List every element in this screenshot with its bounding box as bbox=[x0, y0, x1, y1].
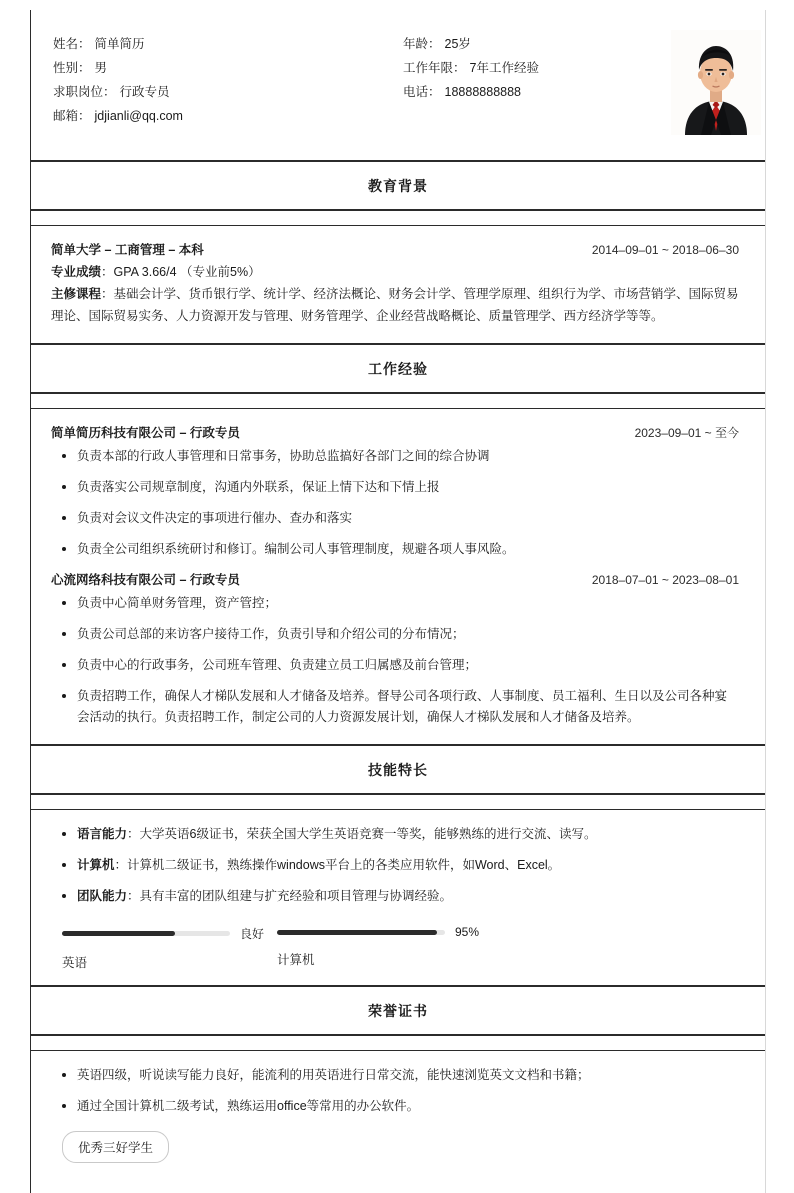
education-body bbox=[31, 226, 765, 343]
skills-body bbox=[31, 810, 765, 985]
header-right-column bbox=[403, 32, 653, 128]
education-entry bbox=[51, 238, 739, 327]
skill-bar-group bbox=[51, 925, 739, 971]
education-courses-separator: ： bbox=[101, 287, 114, 301]
list-item bbox=[51, 855, 739, 876]
education-date-range: 2014–09–01 ~ 2018–06–30 bbox=[591, 243, 739, 257]
skill-text: 大学英语6级证书，荣获全国大学生英语竞赛一等奖，能够熟练的进行交流、读写。 bbox=[139, 827, 597, 841]
honors-body bbox=[31, 1051, 765, 1193]
skill-bar-row bbox=[277, 925, 492, 939]
field-email-value: jdjianli@qq.com bbox=[94, 109, 183, 123]
field-email-separator: ： bbox=[78, 109, 91, 123]
field-email-label: 邮箱 bbox=[53, 109, 79, 123]
honors-tail-spacer bbox=[51, 1163, 739, 1179]
list-item: 负责本部的行政人事管理和日常事务，协助总监搞好各部门之间的综合协调 bbox=[51, 446, 739, 467]
skill-separator: ： bbox=[114, 858, 128, 872]
progress-track bbox=[277, 930, 445, 935]
progress-value-label: 良好 bbox=[240, 927, 265, 941]
education-school: 简单大学 – 工商管理 – 本科 bbox=[51, 243, 204, 257]
education-courses-line bbox=[51, 283, 739, 327]
progress-track bbox=[62, 931, 230, 936]
skill-text: 计算机二级证书，熟练操作windows平台上的各类应用软件，如Word、Excel。 bbox=[127, 858, 561, 872]
work-entry bbox=[51, 568, 739, 728]
section-title-honors: 荣誉证书 bbox=[368, 1003, 428, 1019]
skill-bar-row bbox=[62, 925, 277, 942]
work-company: 简单简历科技有限公司 – 行政专员 bbox=[51, 426, 240, 440]
section-title-work: 工作经验 bbox=[368, 361, 428, 377]
status-badge: 优秀三好学生 bbox=[62, 1131, 169, 1163]
field-experience-separator: ： bbox=[453, 61, 466, 75]
field-experience-label: 工作年限 bbox=[403, 61, 454, 75]
work-entry-head bbox=[51, 421, 739, 444]
field-position bbox=[53, 80, 403, 104]
field-phone-separator: ： bbox=[428, 85, 441, 99]
header-fields bbox=[31, 32, 765, 128]
field-name-label: 姓名 bbox=[53, 37, 79, 51]
field-name-value: 简单简历 bbox=[94, 37, 145, 51]
progress-fill bbox=[62, 931, 175, 936]
list-item: 负责招聘工作，确保人才梯队发展和人才储备及培养。督导公司各项行政、人事制度、员工福利、生日以及公司各种宴会活动的执行。负责招聘工作，制定公司的人力资源发展计划，确保人才梯队发展和人才储备及培养。 bbox=[51, 686, 739, 728]
list-item: 负责落实公司规章制度，沟通内外联系，保证上情下达和下情上报 bbox=[51, 477, 739, 498]
work-date-range: 2018–07–01 ~ 2023–08–01 bbox=[591, 573, 739, 587]
skill-separator: ： bbox=[127, 889, 140, 903]
field-phone bbox=[403, 80, 653, 104]
list-item: 负责对会议文件决定的事项进行催办、查办和落实 bbox=[51, 508, 739, 529]
field-age-label: 年龄 bbox=[403, 37, 429, 51]
skills-spacer bbox=[31, 795, 765, 810]
education-gpa-line bbox=[51, 261, 739, 283]
education-spacer bbox=[31, 211, 765, 226]
education-gpa-separator: ： bbox=[101, 265, 114, 279]
work-bullet-list bbox=[51, 446, 739, 560]
work-bullet-list bbox=[51, 593, 739, 728]
skill-label: 计算机 bbox=[77, 858, 115, 872]
field-experience-value: 7年工作经验 bbox=[469, 61, 539, 75]
list-item: 英语四级，听说读写能力良好，能流利的用英语进行日常交流，能快速浏览英文文档和书籍； bbox=[51, 1065, 739, 1086]
skill-label: 语言能力 bbox=[77, 827, 128, 841]
honors-badge-group bbox=[51, 1131, 739, 1163]
field-age-value: 25岁 bbox=[444, 37, 471, 51]
work-date-range: 2023–09–01 ~ 至今 bbox=[634, 426, 739, 440]
skill-separator: ： bbox=[127, 827, 140, 841]
skill-text: 具有丰富的团队组建与扩充经验和项目管理与协调经验。 bbox=[139, 889, 453, 903]
field-position-label: 求职岗位 bbox=[53, 85, 104, 99]
education-courses-value: 基础会计学、货币银行学、统计学、经济法概论、财务会计学、管理学原理、组织行为学、市场营销学、国际贸易理论、国际贸易实务、人力资源开发与管理、财务管理学、企业经营战略概论、质量管理学、西方经济学等等。 bbox=[51, 287, 739, 323]
work-entry bbox=[51, 421, 739, 560]
skill-label: 团队能力 bbox=[77, 889, 128, 903]
field-gender-value: 男 bbox=[94, 61, 108, 75]
work-body bbox=[31, 409, 765, 744]
field-gender-separator: ： bbox=[78, 61, 91, 75]
list-item: 负责公司总部的来访客户接待工作，负责引导和介绍公司的分布情况； bbox=[51, 624, 739, 645]
list-item: 负责中心简单财务管理，资产管控； bbox=[51, 593, 739, 614]
field-gender bbox=[53, 56, 403, 80]
list-item bbox=[51, 824, 739, 845]
field-position-value: 行政专员 bbox=[119, 85, 170, 99]
field-email bbox=[53, 104, 403, 128]
work-entry-head bbox=[51, 568, 739, 591]
field-experience bbox=[403, 56, 653, 80]
list-item: 负责中心的行政事务，公司班车管理、负责建立员工归属感及前台管理； bbox=[51, 655, 739, 676]
field-phone-label: 电话 bbox=[403, 85, 429, 99]
resume-header bbox=[31, 10, 765, 160]
section-title-education: 教育背景 bbox=[368, 178, 428, 194]
progress-name-label: 英语 bbox=[62, 956, 88, 970]
field-position-separator: ： bbox=[103, 85, 116, 99]
education-entry-head bbox=[51, 238, 739, 261]
education-gpa-value: GPA 3.66/4 （专业前5%） bbox=[113, 265, 261, 279]
list-item: 负责全公司组织系统研讨和修订。编制公司人事管理制度，规避各项人事风险。 bbox=[51, 539, 739, 560]
work-company: 心流网络科技有限公司 – 行政专员 bbox=[51, 573, 240, 587]
education-gpa-label: 专业成绩 bbox=[51, 265, 102, 279]
portrait-photo-icon bbox=[671, 30, 761, 135]
honors-bullet-list bbox=[51, 1065, 739, 1117]
header-left-column bbox=[53, 32, 403, 128]
field-name bbox=[53, 32, 403, 56]
progress-value-label: 95% bbox=[455, 925, 480, 939]
progress-fill bbox=[277, 930, 437, 935]
field-name-separator: ： bbox=[78, 37, 91, 51]
field-gender-label: 性别 bbox=[53, 61, 79, 75]
progress-name-label: 计算机 bbox=[277, 953, 315, 967]
work-spacer bbox=[31, 394, 765, 409]
resume-sheet bbox=[30, 10, 766, 1193]
list-item bbox=[51, 886, 739, 907]
education-courses-label: 主修课程 bbox=[51, 287, 102, 301]
honors-spacer bbox=[31, 1036, 765, 1051]
field-age bbox=[403, 32, 653, 56]
section-title-skills: 技能特长 bbox=[368, 762, 428, 778]
skills-bullet-list bbox=[51, 824, 739, 907]
skill-bar-computer bbox=[277, 925, 492, 971]
field-age-separator: ： bbox=[428, 37, 441, 51]
skill-bar-english bbox=[62, 925, 277, 971]
field-phone-value: 18888888888 bbox=[444, 85, 522, 99]
list-item: 通过全国计算机二级考试，熟练运用office等常用的办公软件。 bbox=[51, 1096, 739, 1117]
